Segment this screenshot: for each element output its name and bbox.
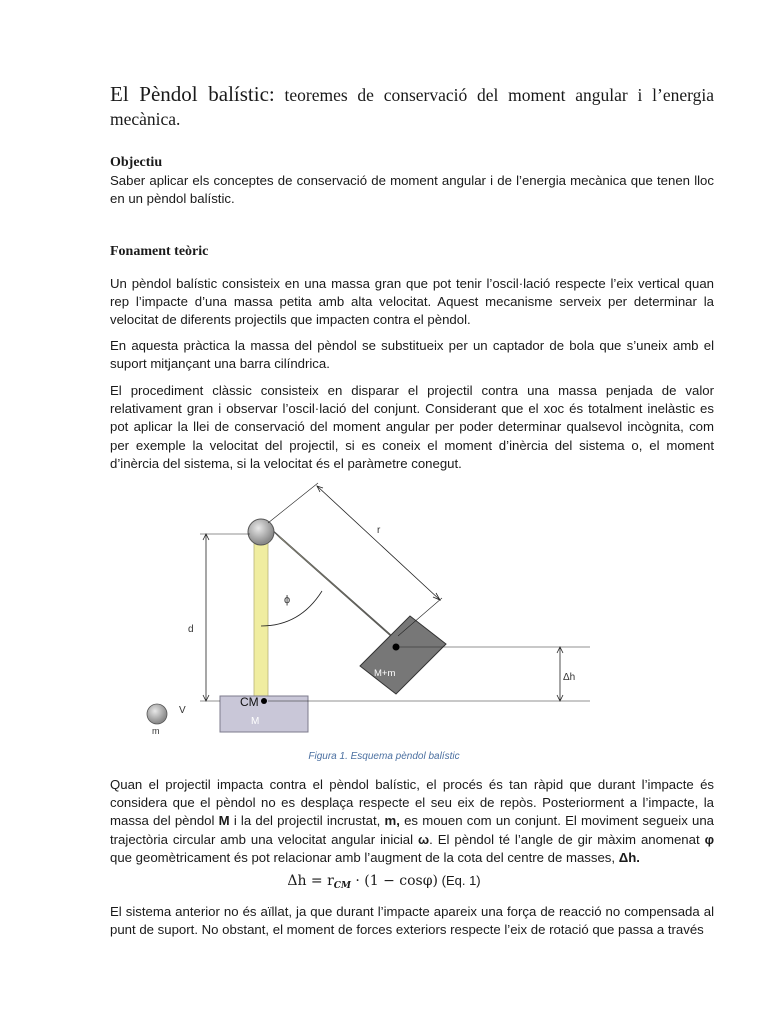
equation-1: $\Delta h = r_{CM} \cdot (1 - \cos\varphi)$ (Eq. 1) <box>287 873 481 891</box>
figure-caption: Figura 1. Esquema pèndol balístic <box>308 751 460 762</box>
objective-heading: Objectiu <box>110 155 163 170</box>
pivot-ball <box>248 519 274 545</box>
label-r: r <box>377 525 381 536</box>
label-d: d <box>188 624 194 635</box>
title-lead: El Pèndol balístic: <box>110 82 275 106</box>
title-rest: teoremes de conservació del moment angular i l’energia mecànica. <box>110 85 714 129</box>
phi-arc <box>261 591 322 626</box>
ballistic-pendulum-diagram <box>140 478 600 740</box>
vertical-rod <box>254 534 268 696</box>
analysis-paragraph: Quan el projectil impacta contra el pèndol balístic, el procés és tan ràpid que durant l’impacte és considera que el pèndol no es desplaça respecte el seu eix de repòs. Posteriorment a l’impacte, la massa del pèndol M i la del projectil incrustat, m, es mouen com un conjunt. El moviment segueix una trajectòria circular amb una velocitat angular inicial ω. El pèndol té l’angle de gir màxim anomenat φ que geomètricament és pot relacionar amb l’augment de la cota del centre de masses, Δh. <box>110 777 714 865</box>
label-m-plus-m: M+m <box>374 668 396 679</box>
label-phi: ϕ <box>284 594 291 606</box>
theory-paragraph-1: Un pèndol balístic consisteix en una massa gran que pot tenir l’oscil·lació respecte l’eix vertical quan rep l’impacte d’una massa petita amb alta velocitat. Aquest mecanisme serveix per determinar la velocitat de diferents projectils que impacten contra el pèndol. <box>110 276 714 328</box>
label-cm: CM <box>240 695 259 709</box>
theory-heading: Fonament teòric <box>110 244 209 259</box>
pendulum-arm <box>268 526 402 646</box>
label-base-mass: M <box>251 716 260 727</box>
cm-point-swung <box>393 644 400 651</box>
closing-paragraph: El sistema anterior no és aïllat, ja que durant l’impacte apareix una força de reacció no compensada al punt de suport. No obstant, el moment de forces exteriors respecte l’eix de rotació que passa a través <box>110 904 714 938</box>
label-velocity: V <box>179 705 186 716</box>
label-delta-h: Δh <box>563 672 576 683</box>
theory-paragraph-3: El procediment clàssic consisteix en disparar el projectil contra una massa penjada de valor relativament gran i observar l’oscil·lació del conjunt. Considerant que el xoc és totalment inelàstic es pot aplicar la llei de conservació del moment angular per poder determinar qualsevol incògnita, com per exemple la velocitat del projectil, si es coneix el moment d’inèrcia del sistema o, el moment d’inèrcia del sistema, si la velocitat és el paràmetre conegut. <box>110 383 714 471</box>
document-title <box>110 82 714 131</box>
objective-text: Saber aplicar els conceptes de conservació de moment angular i de l’energia mecànica que tenen lloc en un pèndol balístic. <box>110 173 714 207</box>
r-dimension-line <box>317 486 440 600</box>
swung-block <box>360 616 446 694</box>
label-projectile-mass: m <box>152 726 160 736</box>
cm-point-rest <box>261 698 267 704</box>
theory-paragraph-2: En aquesta pràctica la massa del pèndol se substitueix per un captador de bola que s’uneix amb el suport mitjançant una barra cilíndrica. <box>110 338 714 372</box>
projectile-ball <box>147 704 167 724</box>
